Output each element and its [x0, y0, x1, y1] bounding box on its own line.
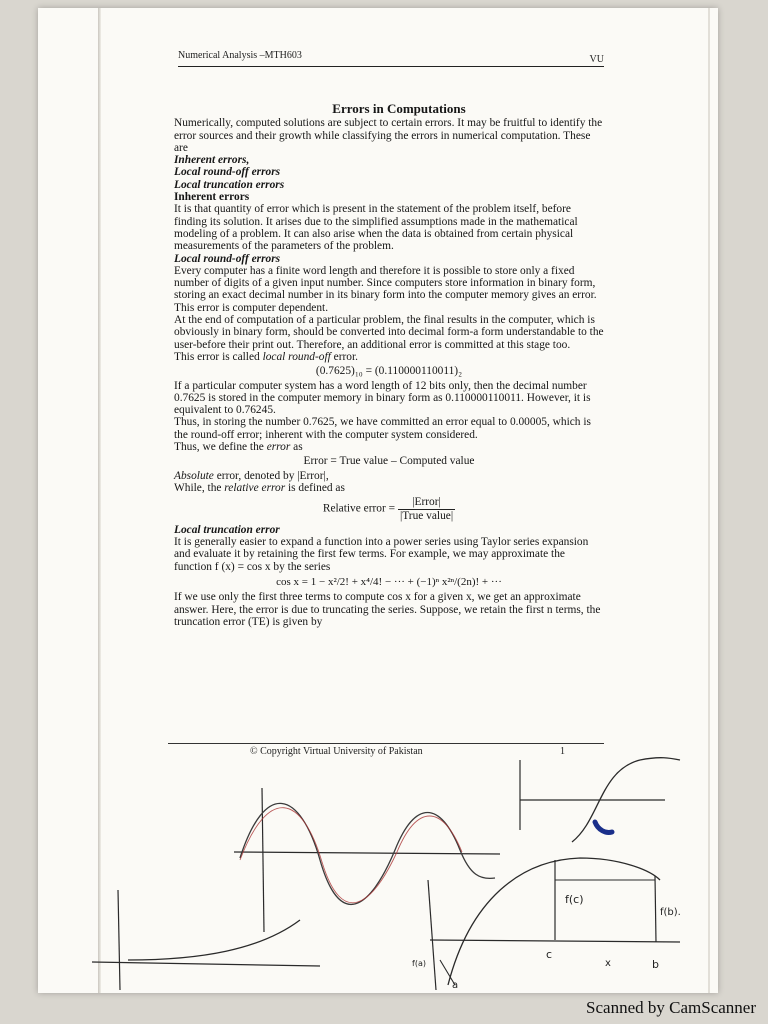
committed-paragraph: Thus, in storing the number 0.7625, we have committed an error equal to 0.00005, which is the round-off error; inherent with the computer system considered. [174, 416, 591, 441]
sketch-label-fb: f(b). [660, 907, 681, 918]
list-item: Local truncation errors [174, 178, 285, 191]
relative-post: is defined as [285, 481, 345, 494]
relative-emphasis: relative error [224, 481, 286, 494]
sketch-label-x: x [605, 958, 611, 969]
page-title: Errors in Computations [332, 101, 466, 116]
course-title: Numerical Analysis –MTH603 [178, 50, 302, 61]
define-emphasis: error [266, 441, 291, 454]
sketch-int-vaxis [428, 880, 436, 990]
sketch-int-line-b [655, 876, 656, 942]
section-heading-inherent: Inherent errors [174, 191, 250, 204]
absolute-emphasis: Absolute [174, 469, 214, 482]
truncation-paragraph-2: If we use only the first three terms to compute cos x for a given x, we get an approximate answer. Here, the error is due to truncating the series. Suppose, we retain the first n terms, the truncation error (TE) is given by [174, 591, 601, 628]
roundoff-paragraph-1: Every computer has a finite word length and therefore it is possible to store only a fixed number of digits of a given input number. Since computers store information in binary form, storing an exact decimal number in its binary form into the computer memory gives an error. This error is computer dependent. [174, 264, 597, 314]
relative-error-label: Relative error = [322, 502, 396, 515]
define-post: as [290, 441, 303, 454]
absolute-post: error, denoted by |Error|, [213, 469, 329, 482]
roundoff-paragraph-2: At the end of computation of a particular problem, the final results in the computer, which is obviously in binary form, should be converted into decimal form-a form understandable to the user-before their print out. Therefore, an additional error is committed at this stage too. [174, 314, 604, 351]
camscanner-watermark: Scanned by CamScanner [586, 998, 756, 1017]
define-pre: Thus, we define the [174, 441, 267, 454]
error-equation: Error = True value – Computed value [303, 455, 475, 468]
binary-equation: (0.7625)₁₀ = (0.110000110011)₂ [315, 365, 463, 378]
sketch-label-b: b [652, 958, 659, 971]
footer-copyright: © Copyright Virtual University of Pakistan [250, 746, 423, 757]
sketch-label-fa: f(a) [412, 959, 426, 968]
sketch-axis-vertical [262, 788, 264, 932]
list-item: Inherent errors, [174, 154, 250, 167]
inherent-paragraph: It is that quantity of error which is present in the statement of the problem itself, before finding its solution. It arises due to the simplified assumptions made in the mathematical modeling of a problem. It can also arise when the data is obtained from certain physical measurements of the parameters of the problem. [174, 203, 578, 253]
sketch-exp-axis [92, 962, 320, 966]
page-number: 1 [560, 746, 565, 757]
fraction-numerator: |Error| [398, 496, 455, 509]
truncation-paragraph-1: It is generally easier to expand a function into a power series using Taylor series expansion and evaluate it by retaining the first few terms. For example, we may approximate the function f (x) = cos x by the series [174, 536, 589, 573]
sketch-exp-curve [128, 920, 300, 960]
fraction-denominator: |True value| [399, 509, 454, 522]
sketch-int-axis [430, 940, 680, 942]
sketch-label-a: a [452, 980, 459, 991]
cos-series-equation: cos x = 1 − x²/2! + x⁴/4! − ··· + (−1)ⁿ x²ⁿ/(2n)! + ··· [276, 575, 502, 588]
sketch-axis-horizontal [234, 852, 500, 854]
called-post: error. [330, 350, 358, 363]
sketch-exp-vaxis [118, 890, 120, 990]
sketch-label-c: c [546, 948, 553, 961]
relative-pre: While, the [174, 481, 225, 494]
called-pre: This error is called [174, 350, 263, 363]
section-heading-roundoff: Local round-off errors [174, 252, 281, 265]
vu-label: VU [589, 54, 604, 65]
sketch-label-fc: f(c) [565, 893, 584, 906]
wordlength-paragraph: If a particular computer system has a word length of 12 bits only, then the decimal number 0.7625 is stored in the computer memory in binary form as 0.110000110011. However, it is equivalent to 0.76245. [174, 379, 591, 417]
intro-paragraph: Numerically, computed solutions are subject to certain errors. It may be fruitful to identify the error sources and their growth while classifying the errors in numerical computation. These are [174, 117, 603, 154]
list-item: Local round-off errors [174, 166, 281, 179]
sketch-blue-mark [595, 822, 612, 833]
called-emphasis: local round-off [262, 350, 331, 363]
section-heading-truncation: Local truncation error [174, 523, 280, 536]
